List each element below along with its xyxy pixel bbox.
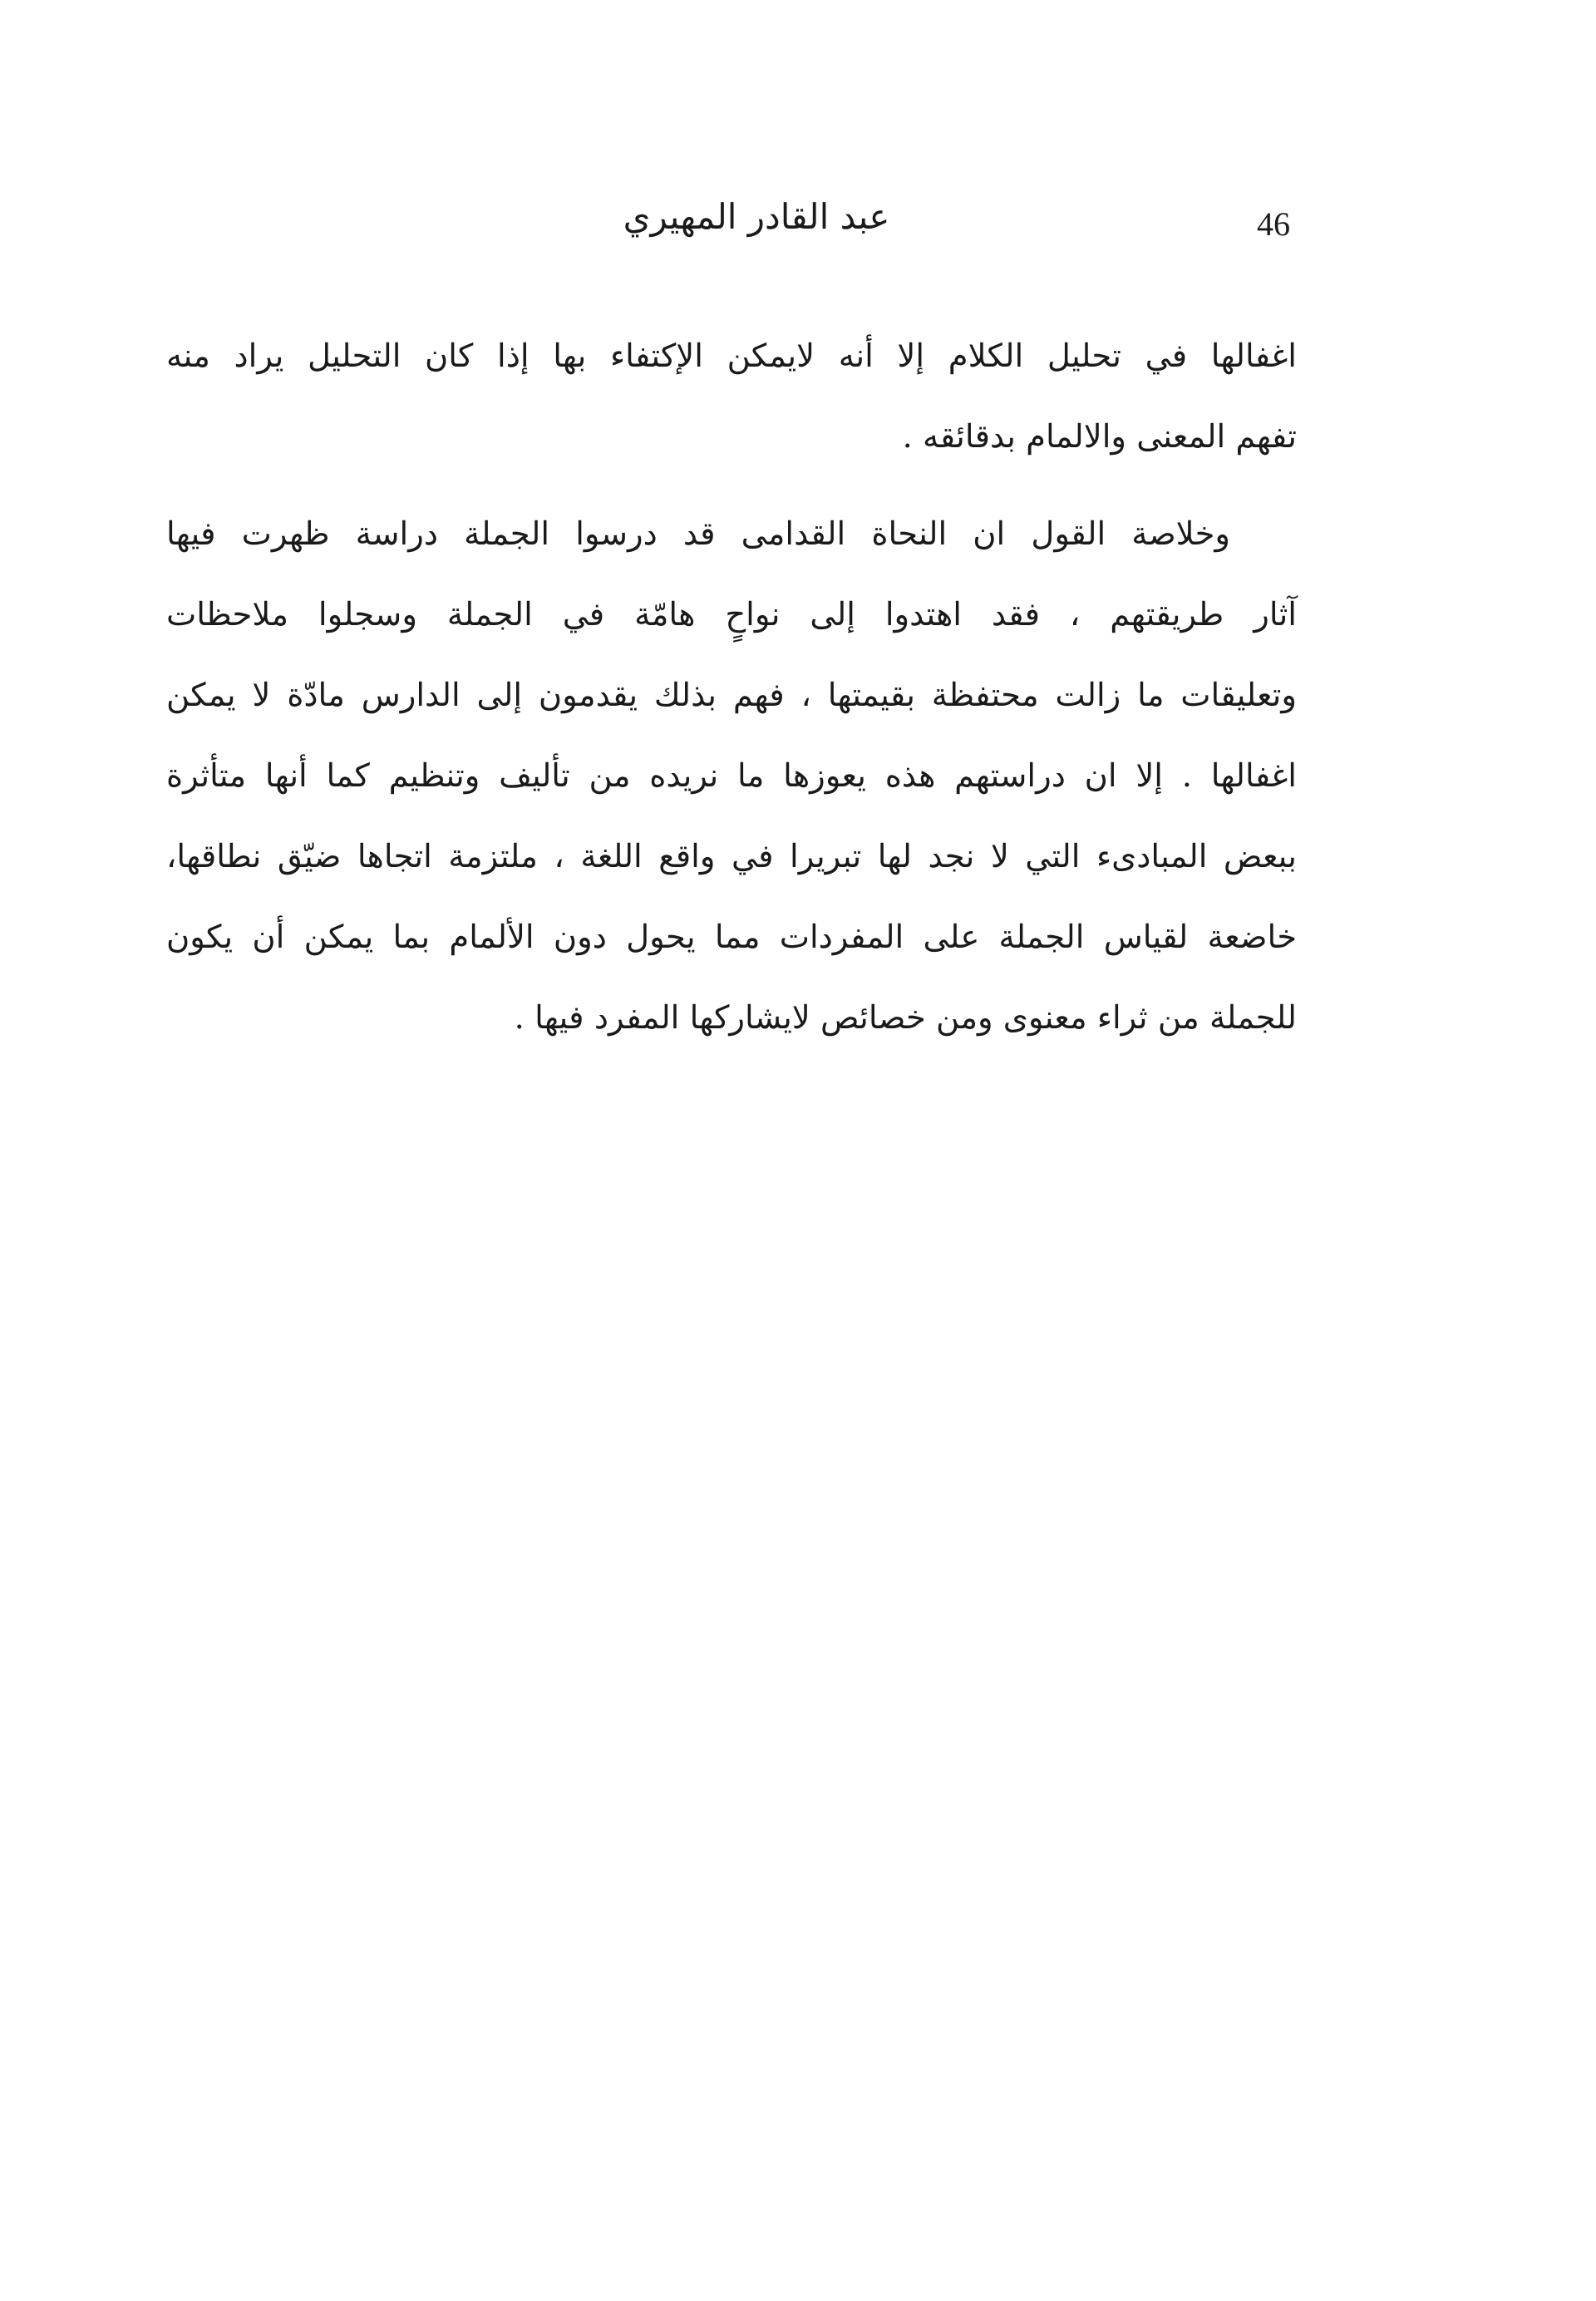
running-head: عبد القادر المهيري [623,196,890,237]
text-line: وخلاصة القول ان النحاة القدامى قد درسوا الجملة دراسة ظهرت فيها [166,515,1230,553]
paragraph-1 [166,316,1297,477]
text-line: تفهم المعنى والالمام بدقائقه . [902,418,1297,456]
text-line: وتعليقات ما زالت محتفظة بقيمتها ، فهم بذلك يقدمون إلى الدارس مادّة لا يمكن [166,677,1297,714]
text-line: للجملة من ثراء معنوى ومن خصائص لايشاركها المفرد فيها . [514,999,1297,1037]
body-text [166,316,1297,1058]
text-line: آثار طريقتهم ، فقد اهتدوا إلى نواحٍ هامّة في الجملة وسجلوا ملاحظات [166,596,1297,633]
page-number: 46 [1257,205,1290,243]
text-line: خاضعة لقياس الجملة على المفردات مما يحول دون الألمام بما يمكن أن يكون [166,919,1297,956]
text-line: ببعض المبادىء التي لا نجد لها تبريرا في واقع اللغة ، ملتزمة اتجاها ضيّق نطاقها، [166,838,1297,875]
paragraph-2 [166,494,1297,1058]
text-line: اغفالها في تحليل الكلام إلا أنه لايمكن الإكتفاء بها إذا كان التحليل يراد منه [166,338,1297,375]
text-line: اغفالها . إلا ان دراستهم هذه يعوزها ما نريده من تأليف وتنظيم كما أنها متأثرة [166,757,1297,795]
